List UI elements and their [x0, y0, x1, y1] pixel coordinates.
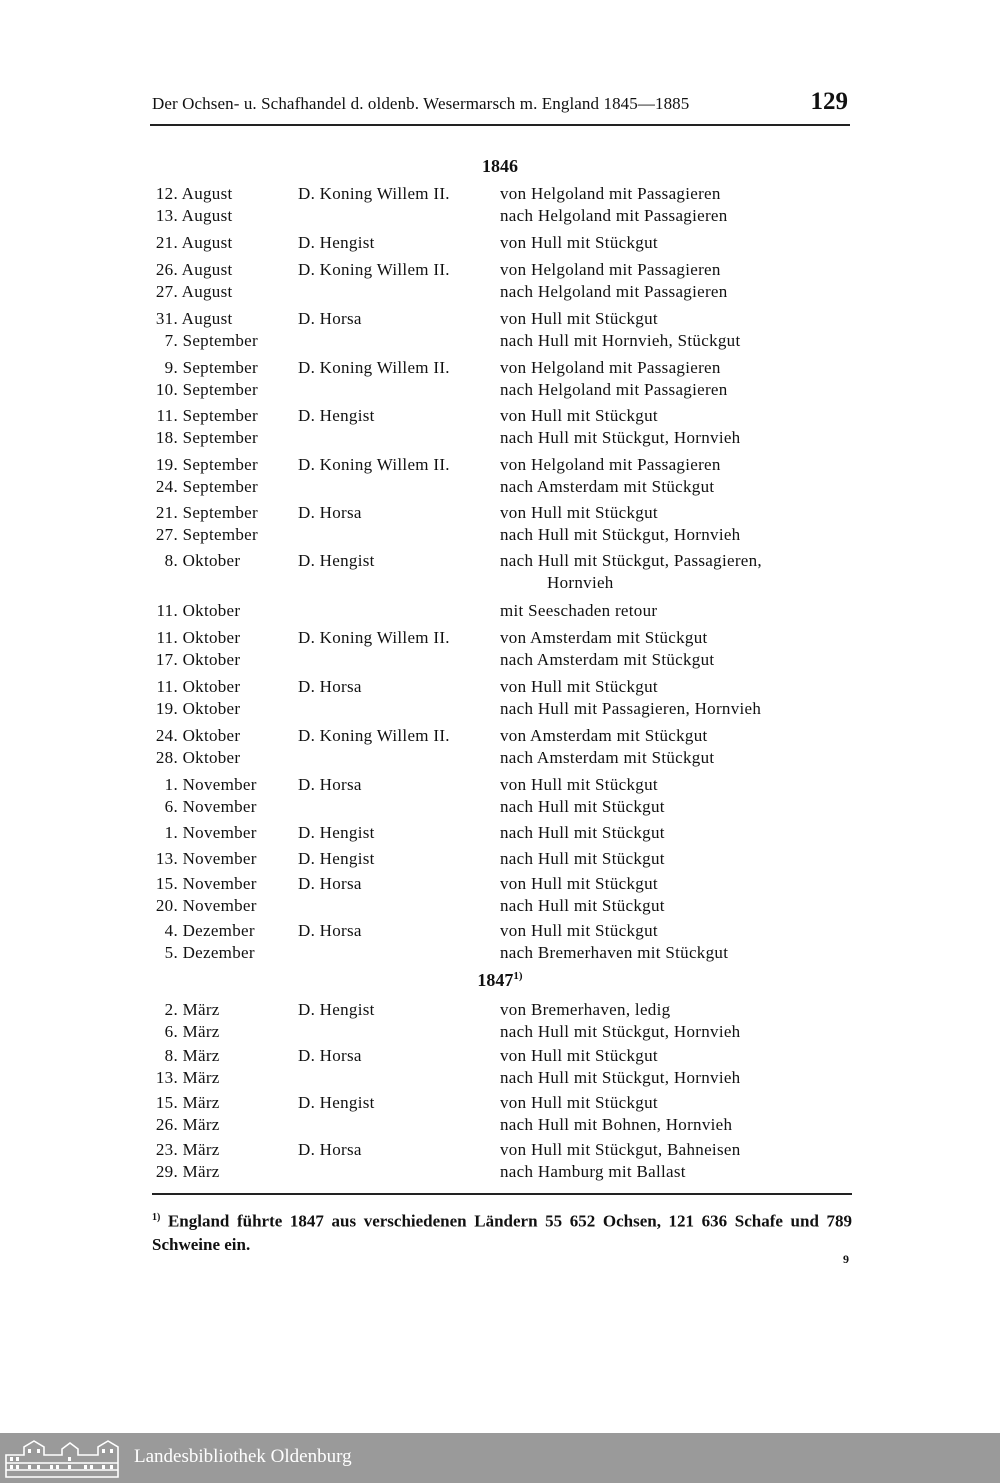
table-row-continuation [0, 572, 1000, 594]
month-name: November [182, 874, 257, 893]
running-header [150, 88, 850, 126]
ship-cell: D. Hengist [298, 406, 375, 425]
day-number: 11. [156, 601, 178, 620]
route-cell: von Bremerhaven, ledig [500, 1000, 671, 1019]
route-cell: von Hull mit Stückgut [500, 677, 658, 696]
day-number: 10. [155, 380, 178, 399]
month-name: November [182, 823, 257, 842]
day-number: 28. [155, 748, 178, 767]
month-name: September [182, 525, 258, 544]
month-name: Dezember [182, 943, 255, 962]
month-name: März [182, 1046, 220, 1065]
route-cell: von Hull mit Stückgut [500, 921, 658, 940]
table-row [0, 698, 1000, 720]
day-number: 26. [155, 1115, 178, 1134]
date-cell [152, 822, 292, 844]
month-name: März [182, 1000, 220, 1019]
footnote [152, 1206, 852, 1256]
table-row [0, 848, 1000, 870]
day-number: 27. [155, 282, 178, 301]
month-name: August [181, 282, 233, 301]
year-label: 1846 [482, 156, 518, 176]
ship-cell: D. Horsa [298, 503, 362, 522]
month-name: August [181, 233, 233, 252]
month-name: Dezember [182, 921, 255, 940]
day-number: 2. [164, 1000, 178, 1019]
route-cell: von Helgoland mit Passagieren [500, 260, 721, 279]
table-row [0, 873, 1000, 895]
day-number: 11. [156, 677, 178, 696]
route-cell: nach Hull mit Stückgut [500, 823, 665, 842]
date-cell [152, 895, 292, 917]
route-cell: nach Amsterdam mit Stückgut [500, 650, 715, 669]
table-row [0, 1139, 1000, 1161]
day-number: 15. [155, 874, 178, 893]
ship-cell: D. Hengist [298, 1093, 375, 1112]
table-row [0, 796, 1000, 818]
date-cell [152, 454, 292, 476]
date-cell [152, 1114, 292, 1136]
day-number: 11. [156, 628, 178, 647]
footnote-text: England führte 1847 aus verschiedenen Ländern 55 652 Ochsen, 121 636 Schafe und 789 Schweine ein. [152, 1211, 853, 1254]
day-number: 7. [164, 331, 178, 350]
route-cell: nach Helgoland mit Passagieren [500, 282, 728, 301]
table-row [0, 600, 1000, 622]
table-row [0, 330, 1000, 352]
month-name: November [182, 797, 257, 816]
month-name: Oktober [182, 677, 241, 696]
route-cell: von Helgoland mit Passagieren [500, 455, 721, 474]
route-cell: von Hull mit Stückgut [500, 309, 658, 328]
route-cell: nach Hull mit Passagieren, Hornvieh [500, 699, 762, 718]
month-name: März [182, 1022, 220, 1041]
month-name: September [182, 428, 258, 447]
ship-cell: D. Horsa [298, 677, 362, 696]
route-cell: von Amsterdam mit Stückgut [500, 726, 708, 745]
day-number: 24. [155, 477, 178, 496]
ship-cell: D. Horsa [298, 921, 362, 940]
date-cell [152, 427, 292, 449]
header-title: Der Ochsen- u. Schafhandel d. oldenb. Wesermarsch m. England 1845—1885 [152, 94, 690, 113]
ship-cell: D. Hengist [298, 551, 375, 570]
route-cell: von Hull mit Stückgut [500, 406, 658, 425]
date-cell [152, 698, 292, 720]
date-cell [152, 357, 292, 379]
month-name: November [182, 896, 257, 915]
day-number: 4. [164, 921, 178, 940]
ship-cell: D. Koning Willem II. [298, 358, 450, 377]
day-number: 8. [164, 551, 178, 570]
route-cell: nach Helgoland mit Passagieren [500, 206, 728, 225]
date-cell [152, 676, 292, 698]
day-number: 19. [155, 455, 178, 474]
month-name: September [182, 477, 258, 496]
month-name: März [182, 1093, 220, 1112]
month-name: November [182, 775, 257, 794]
table-row [0, 476, 1000, 498]
date-cell [152, 920, 292, 942]
day-number: 9. [164, 358, 178, 377]
route-cell: nach Hull mit Stückgut, Hornvieh [500, 428, 741, 447]
day-number: 20. [155, 896, 178, 915]
route-cell: von Hull mit Stückgut, Bahneisen [500, 1140, 741, 1159]
ship-cell: D. Horsa [298, 1046, 362, 1065]
date-cell [152, 1139, 292, 1161]
month-name: August [181, 309, 233, 328]
day-number: 15. [155, 1093, 178, 1112]
table-row [0, 1092, 1000, 1114]
month-name: September [182, 380, 258, 399]
month-name: August [181, 206, 233, 225]
date-cell [152, 600, 292, 622]
day-number: 21. [155, 503, 178, 522]
day-number: 29. [155, 1162, 178, 1181]
date-cell [152, 649, 292, 671]
route-cell: nach Hamburg mit Ballast [500, 1162, 686, 1181]
ship-cell: D. Koning Willem II. [298, 184, 450, 203]
month-name: September [182, 406, 258, 425]
date-cell [152, 281, 292, 303]
ship-cell: D. Koning Willem II. [298, 455, 450, 474]
month-name: September [182, 358, 258, 377]
month-name: Oktober [182, 726, 241, 745]
month-name: August [181, 184, 233, 203]
date-cell [152, 796, 292, 818]
ship-cell: D. Koning Willem II. [298, 726, 450, 745]
day-number: 12. [155, 184, 178, 203]
footer-bar [0, 1433, 1000, 1483]
ship-cell: D. Hengist [298, 233, 375, 252]
date-cell [152, 774, 292, 796]
ship-cell: D. Koning Willem II. [298, 260, 450, 279]
ship-cell: D. Horsa [298, 309, 362, 328]
month-name: Oktober [182, 748, 241, 767]
ship-cell: D. Koning Willem II. [298, 628, 450, 647]
footnote-mark: 1) [152, 1212, 161, 1223]
date-cell [152, 330, 292, 352]
month-name: Oktober [182, 601, 241, 620]
table-row [0, 822, 1000, 844]
page-number: 129 [810, 88, 848, 115]
date-cell [152, 476, 292, 498]
date-cell [152, 848, 292, 870]
month-name: September [182, 455, 258, 474]
table-row [0, 649, 1000, 671]
route-cell: nach Bremerhaven mit Stückgut [500, 943, 729, 962]
day-number: 17. [155, 650, 178, 669]
year-footnote-mark: 1) [513, 970, 523, 982]
route-cell: von Hull mit Stückgut [500, 874, 658, 893]
date-cell [152, 405, 292, 427]
table-row [0, 999, 1000, 1021]
route-cell: nach Amsterdam mit Stückgut [500, 477, 715, 496]
table-row [0, 1067, 1000, 1089]
route-cell: nach Hull mit Stückgut [500, 896, 665, 915]
month-name: Oktober [182, 650, 241, 669]
table-row [0, 524, 1000, 546]
route-cell: nach Hull mit Stückgut [500, 797, 665, 816]
date-cell [152, 1021, 292, 1043]
footnote-divider [152, 1193, 852, 1195]
date-cell [152, 942, 292, 964]
month-name: März [182, 1162, 220, 1181]
day-number: 11. [156, 406, 178, 425]
table-row [0, 502, 1000, 524]
day-number: 31. [155, 309, 178, 328]
date-cell [152, 747, 292, 769]
day-number: 6. [164, 797, 178, 816]
day-number: 18. [155, 428, 178, 447]
route-cell: nach Hull mit Stückgut, Hornvieh [500, 1068, 741, 1087]
date-cell [152, 1067, 292, 1089]
table-row [0, 550, 1000, 572]
table-row [0, 379, 1000, 401]
year-heading [0, 156, 1000, 177]
table-row [0, 1021, 1000, 1043]
route-cell: von Hull mit Stückgut [500, 1046, 658, 1065]
month-name: Oktober [182, 699, 241, 718]
route-cell: nach Hull mit Stückgut [500, 849, 665, 868]
table-row [0, 281, 1000, 303]
date-cell [152, 205, 292, 227]
table-row [0, 1045, 1000, 1067]
route-cell: von Hull mit Stückgut [500, 775, 658, 794]
ship-cell: D. Horsa [298, 775, 362, 794]
table-row [0, 205, 1000, 227]
route-cell: nach Hull mit Hornvieh, Stückgut [500, 331, 741, 350]
table-row [0, 920, 1000, 942]
year-label: 1847 [477, 970, 514, 990]
date-cell [152, 1161, 292, 1183]
table-row [0, 259, 1000, 281]
ship-cell: D. Horsa [298, 1140, 362, 1159]
day-number: 19. [155, 699, 178, 718]
table-row [0, 454, 1000, 476]
date-cell [152, 524, 292, 546]
route-cell: von Hull mit Stückgut [500, 1093, 658, 1112]
date-cell [152, 725, 292, 747]
month-name: Oktober [182, 551, 241, 570]
day-number: 24. [155, 726, 178, 745]
date-cell [152, 873, 292, 895]
month-name: September [182, 331, 258, 350]
route-cell: nach Amsterdam mit Stückgut [500, 748, 715, 767]
table-row [0, 232, 1000, 254]
route-cell: nach Hull mit Stückgut, Passagieren, [500, 551, 762, 570]
date-cell [152, 1045, 292, 1067]
month-name: Oktober [182, 628, 241, 647]
table-row [0, 357, 1000, 379]
table-row [0, 942, 1000, 964]
date-cell [152, 999, 292, 1021]
day-number: 5. [164, 943, 178, 962]
month-name: November [182, 849, 257, 868]
route-cell: mit Seeschaden retour [500, 601, 658, 620]
date-cell [152, 183, 292, 205]
month-name: August [181, 260, 233, 279]
route-cell: nach Helgoland mit Passagieren [500, 380, 728, 399]
date-cell [152, 502, 292, 524]
table-row [0, 308, 1000, 330]
table-row [0, 1161, 1000, 1183]
day-number: 8. [164, 1046, 178, 1065]
day-number: 27. [155, 525, 178, 544]
ship-cell: D. Hengist [298, 849, 375, 868]
route-cell: nach Hull mit Stückgut, Hornvieh [500, 525, 741, 544]
day-number: 13. [155, 849, 178, 868]
route-cell-continuation: Hornvieh [547, 573, 614, 592]
route-cell: nach Hull mit Bohnen, Hornvieh [500, 1115, 733, 1134]
table-row [0, 747, 1000, 769]
route-cell: von Hull mit Stückgut [500, 503, 658, 522]
route-cell: von Helgoland mit Passagieren [500, 184, 721, 203]
signature-mark: 9 [843, 1252, 849, 1266]
date-cell [152, 550, 292, 572]
route-cell: von Amsterdam mit Stückgut [500, 628, 708, 647]
month-name: März [182, 1140, 220, 1159]
footer-library-name: Landesbibliothek Oldenburg [134, 1446, 352, 1467]
route-cell: von Helgoland mit Passagieren [500, 358, 721, 377]
table-row [0, 183, 1000, 205]
day-number: 1. [164, 823, 178, 842]
table-row [0, 676, 1000, 698]
day-number: 1. [164, 775, 178, 794]
table-row [0, 405, 1000, 427]
month-name: März [182, 1068, 220, 1087]
day-number: 13. [155, 206, 178, 225]
ship-cell: D. Hengist [298, 823, 375, 842]
route-cell: von Hull mit Stückgut [500, 233, 658, 252]
table-row [0, 725, 1000, 747]
table-row [0, 627, 1000, 649]
date-cell [152, 308, 292, 330]
table-row [0, 427, 1000, 449]
date-cell [152, 259, 292, 281]
month-name: September [182, 503, 258, 522]
date-cell [152, 232, 292, 254]
date-cell [152, 379, 292, 401]
month-name: März [182, 1115, 220, 1134]
day-number: 26. [155, 260, 178, 279]
day-number: 13. [155, 1068, 178, 1087]
day-number: 23. [155, 1140, 178, 1159]
route-cell: nach Hull mit Stückgut, Hornvieh [500, 1022, 741, 1041]
table-row [0, 774, 1000, 796]
table-row [0, 895, 1000, 917]
table-row [0, 1114, 1000, 1136]
date-cell [152, 627, 292, 649]
date-cell [152, 1092, 292, 1114]
ship-cell: D. Horsa [298, 874, 362, 893]
library-building-icon [4, 1437, 124, 1479]
day-number: 21. [155, 233, 178, 252]
year-heading [0, 970, 1000, 991]
ship-cell: D. Hengist [298, 1000, 375, 1019]
day-number: 6. [164, 1022, 178, 1041]
